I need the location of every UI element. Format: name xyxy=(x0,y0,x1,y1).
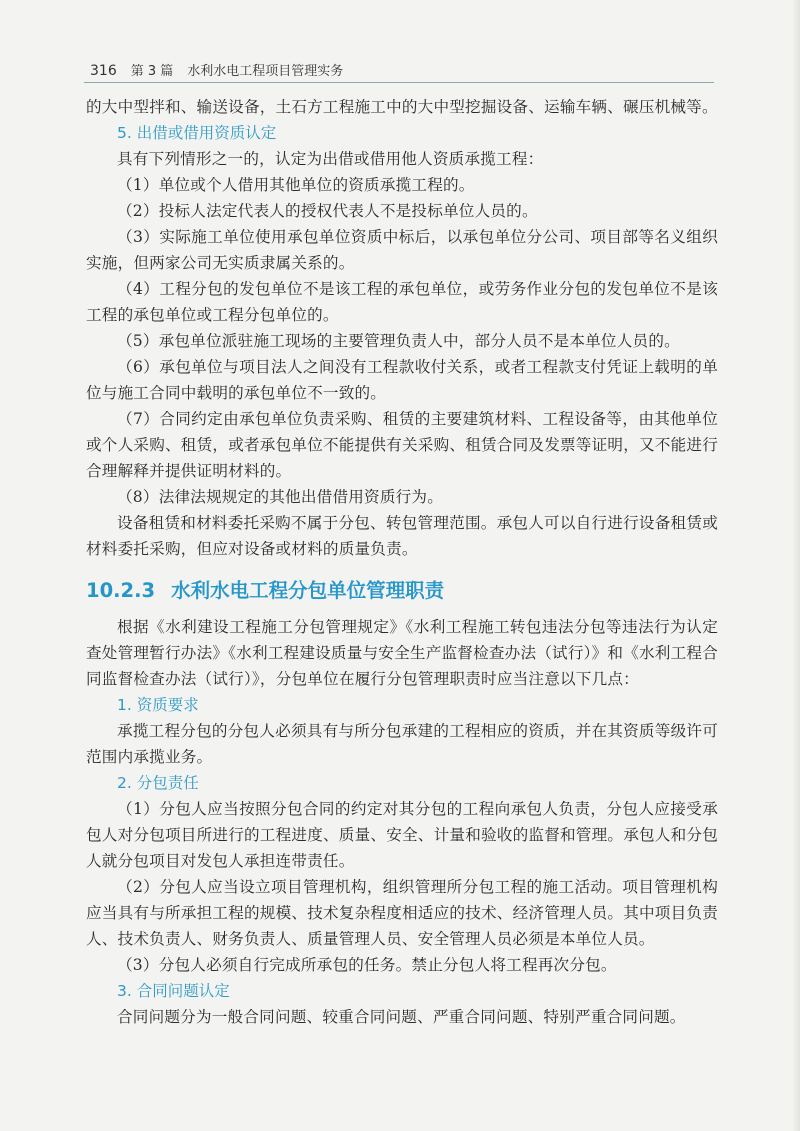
scan-edge-shadow xyxy=(792,0,800,1131)
paragraph-qualification: 承揽工程分包的分包人必须具有与所分包承建的工程相应的资质，并在其资质等级许可范围内承揽业务。 xyxy=(86,722,718,766)
list-item-lending-1: （1）单位或个人借用其他单位的资质承揽工程的。 xyxy=(117,176,475,194)
subheading-qualification: 1. 资质要求 xyxy=(117,696,199,714)
list-item-responsibility-1: （1）分包人应当按照分包合同的约定对其分包的工程向承包人负责，分包人应接受承包人对分包项目所进行的工程进度、质量、安全、计量和验收的监督和管理。承包人和分包人就分包项目对发包人承担连带责任。 xyxy=(86,800,718,870)
list-item-lending-4: （4）工程分包的发包单位不是该工程的承包单位，或劳务作业分包的发包单位不是该工程的承包单位或工程分包单位的。 xyxy=(86,280,718,324)
book-title: 水利水电工程项目管理实务 xyxy=(187,64,344,79)
section-title: 水利水电工程分包单位管理职责 xyxy=(171,579,445,602)
header-rule xyxy=(84,82,714,83)
section-heading xyxy=(86,576,718,606)
list-item-responsibility-2: （2）分包人应当设立项目管理机构，组织管理所分包工程的施工活动。项目管理机构应当具有与所承担工程的规模、技术复杂程度相适应的技术、经济管理人员。其中项目负责人、技术负责人、财务负责人、质量管理人员、安全管理人员必须是本单位人员。 xyxy=(86,878,718,948)
list-item-lending-8: （8）法律法规规定的其他出借借用资质行为。 xyxy=(117,488,443,506)
part-label: 第 3 篇 xyxy=(130,64,174,79)
list-item-lending-5: （5）承包单位派驻施工现场的主要管理负责人中，部分人员不是本单位人员的。 xyxy=(117,332,680,350)
paragraph-continued: 的大中型拌和、输送设备，土石方工程施工中的大中型挖掘设备、运输车辆、碾压机械等。 xyxy=(86,98,718,116)
list-item-lending-3: （3）实际施工单位使用承包单位资质中标后，以承包单位分公司、项目部等名义组织实施，但两家公司无实质隶属关系的。 xyxy=(86,228,718,272)
list-item-responsibility-3: （3）分包人必须自行完成所承包的任务。禁止分包人将工程再次分包。 xyxy=(117,956,617,974)
list-item-lending-2: （2）投标人法定代表人的授权代表人不是投标单位人员的。 xyxy=(117,202,538,220)
page-body xyxy=(86,94,718,1030)
subheading-responsibility: 2. 分包责任 xyxy=(117,774,199,792)
paragraph-lending-intro: 具有下列情形之一的，认定为出借或借用他人资质承揽工程： xyxy=(117,150,544,168)
paragraph-equipment-leasing: 设备租赁和材料委托采购不属于分包、转包管理范围。承包人可以自行进行设备租赁或材料委托采购，但应对设备或材料的质量负责。 xyxy=(86,514,718,558)
section-number: 10.2.3 xyxy=(86,579,156,602)
subheading-lending-qualification: 5. 出借或借用资质认定 xyxy=(117,124,277,142)
paragraph-section-intro: 根据《水利建设工程施工分包管理规定》《水利工程施工转包违法分包等违法行为认定查处管理暂行办法》《水利工程建设质量与安全生产监督检查办法（试行）》和《水利工程合同监督检查办法（试行）》，分包单位在履行分包管理职责时应当注意以下几点： xyxy=(86,618,718,688)
subheading-contract-issues: 3. 合同问题认定 xyxy=(117,982,230,1000)
list-item-lending-6: （6）承包单位与项目法人之间没有工程款收付关系，或者工程款支付凭证上载明的单位与施工合同中载明的承包单位不一致的。 xyxy=(86,358,718,402)
paragraph-contract-issues: 合同问题分为一般合同问题、较重合同问题、严重合同问题、特别严重合同问题。 xyxy=(117,1008,686,1026)
page-number: 316 xyxy=(90,63,117,79)
running-header xyxy=(90,60,720,79)
list-item-lending-7: （7）合同约定由承包单位负责采购、租赁的主要建筑材料、工程设备等，由其他单位或个人采购、租赁，或者承包单位不能提供有关采购、租赁合同及发票等证明，又不能进行合理解释并提供证明材料的。 xyxy=(86,410,718,480)
